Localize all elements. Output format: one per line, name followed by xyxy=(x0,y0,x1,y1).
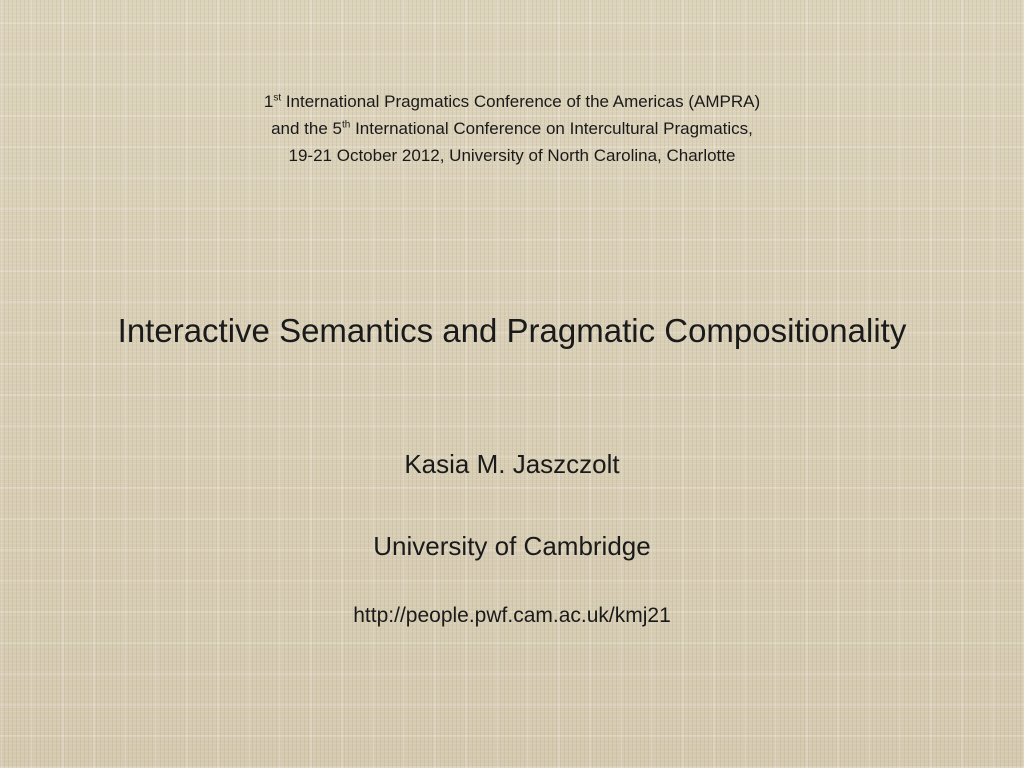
conference-line-1: 1st International Pragmatics Conference of the Americas (AMPRA) xyxy=(263,92,761,111)
conference-line-2: and the 5th International Conference on Intercultural Pragmatics, xyxy=(271,119,753,138)
ordinal-superscript: st xyxy=(273,92,282,104)
conference-info xyxy=(0,88,1024,169)
author-name: Kasia M. Jaszczolt xyxy=(404,449,620,479)
ordinal-superscript: th xyxy=(342,119,351,131)
author-url[interactable]: http://people.pwf.cam.ac.uk/kmj21 xyxy=(353,604,671,627)
presentation-title: Interactive Semantics and Pragmatic Compositionality xyxy=(117,312,907,349)
conference-line-3: 19-21 October 2012, University of North Carolina, Charlotte xyxy=(288,146,736,165)
author-affiliation: University of Cambridge xyxy=(373,531,651,561)
